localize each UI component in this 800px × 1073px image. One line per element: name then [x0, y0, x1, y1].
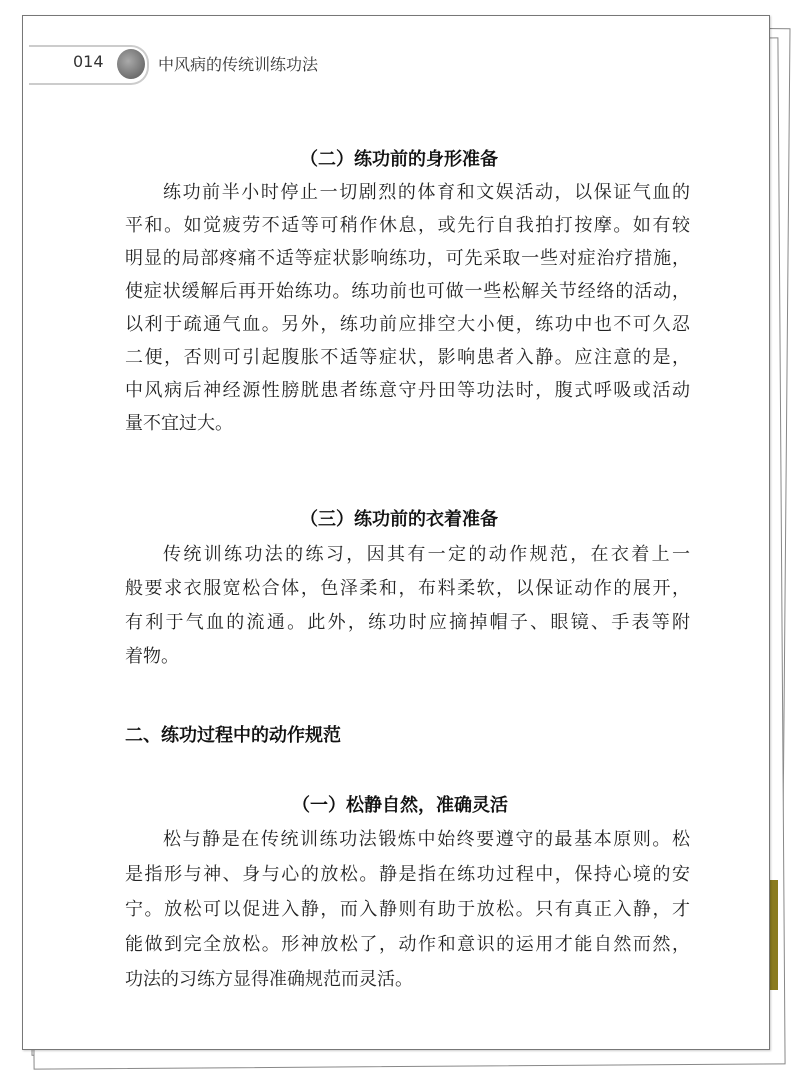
- text-line: 有利于气血的流通。此外，练功时应摘掉帽子、眼镜、手表等附: [125, 612, 690, 633]
- running-header-title: 中风病的传统训练功法: [158, 55, 319, 74]
- text-line: 着物。: [125, 646, 179, 667]
- text-line: 二便，否则可引起腹胀不适等症状，影响患者入静。应注意的是，: [125, 347, 690, 368]
- ornament-icon: [117, 49, 145, 79]
- chapter-heading: 二、练功过程中的动作规范: [125, 725, 341, 746]
- text-line: 以利于疏通气血。另外，练功前应排空大小便，练功中也不可久忍: [125, 314, 690, 335]
- text-line: 明显的局部疼痛不适等症状影响练功，可先采取一些对症治疗措施，: [125, 248, 690, 269]
- text-line: 中风病后神经源性膀胱患者练意守丹田等功法时，腹式呼吸或活动: [125, 380, 690, 401]
- text-line: 平和。如觉疲劳不适等可稍作休息，或先行自我拍打按摩。如有较: [125, 215, 690, 236]
- text-line: 使症状缓解后再开始练功。练功前也可做一些松解关节经络的活动，: [125, 281, 690, 302]
- paragraph: [125, 822, 690, 997]
- text-line: 传统训练功法的练习，因其有一定的动作规范，在衣着上一: [163, 544, 690, 565]
- section-heading: （一）松静自然，准确灵活: [292, 795, 508, 816]
- text-line: 松与静是在传统训练功法锻炼中始终要遵守的最基本原则。松: [163, 829, 690, 850]
- text-line: 量不宜过大。: [125, 413, 233, 434]
- text-line: 功法的习练方显得准确规范而灵活。: [125, 969, 413, 990]
- page-number: 014: [73, 52, 104, 71]
- paragraph: [125, 176, 690, 440]
- text-line: 般要求衣服宽松合体，色泽柔和，布料柔软，以保证动作的展开，: [125, 578, 690, 599]
- text-line: 练功前半小时停止一切剧烈的体育和文娱活动，以保证气血的: [163, 182, 690, 203]
- text-line: 能做到完全放松。形神放松了，动作和意识的运用才能自然而然，: [125, 934, 690, 955]
- text-line: 宁。放松可以促进入静，而入静则有助于放松。只有真正入静，才: [125, 899, 690, 920]
- text-line: 是指形与神、身与心的放松。静是指在练功过程中，保持心境的安: [125, 864, 690, 885]
- section-heading: （三）练功前的衣着准备: [300, 509, 498, 530]
- paragraph: [125, 538, 690, 674]
- section-heading: （二）练功前的身形准备: [300, 149, 498, 170]
